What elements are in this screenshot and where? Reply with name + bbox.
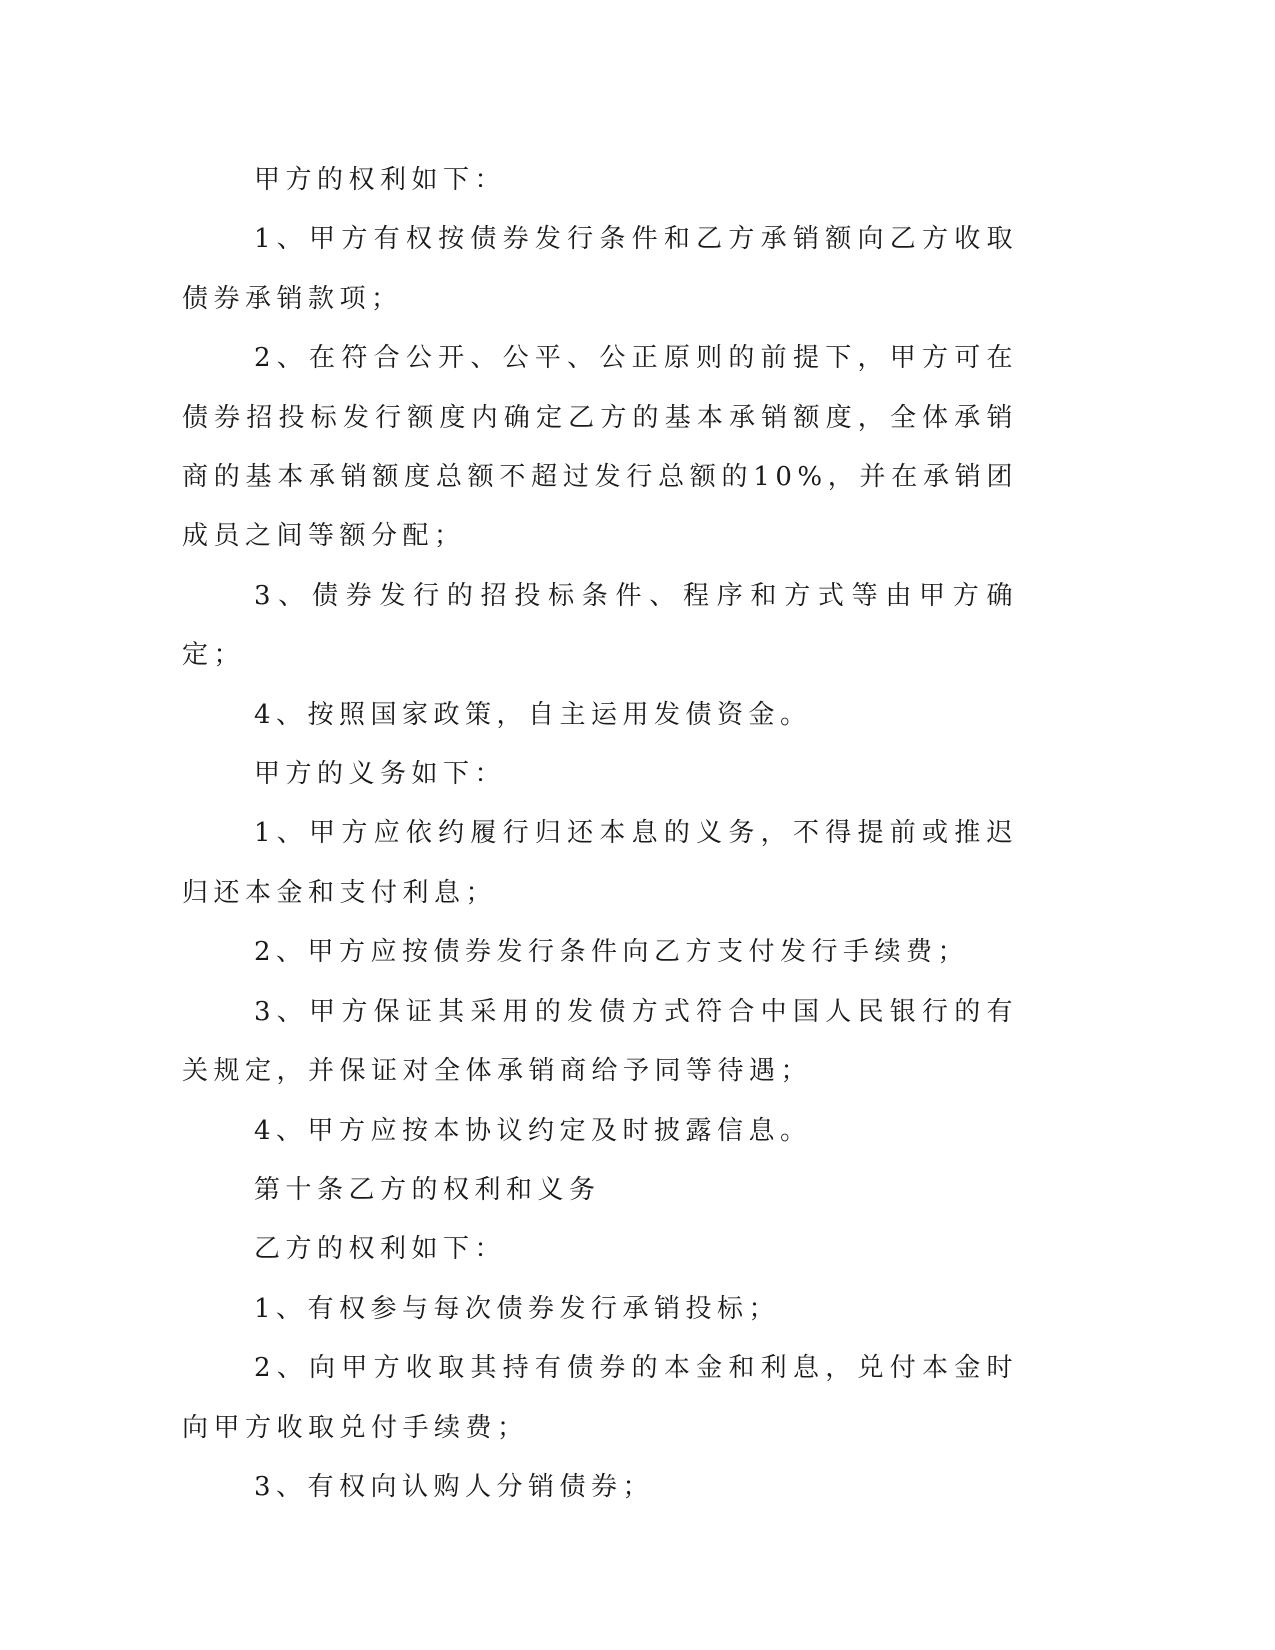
party-a-right-3: 3、债券发行的招投标条件、程序和方式等由甲方确定； xyxy=(182,580,1018,671)
party-a-obligation-1: 1、甲方应依约履行归还本息的义务，不得提前或推迟归还本金和支付利息； xyxy=(182,818,1018,908)
party-a-obligation-2: 2、甲方应按债券发行条件向乙方支付发行手续费； xyxy=(254,937,970,968)
heading-party-b-rights: 乙方的权利如下： xyxy=(254,1234,507,1265)
article-10-title: 第十条乙方的权利和义务 xyxy=(254,1174,601,1205)
heading-party-a-obligations: 甲方的义务如下： xyxy=(254,759,507,790)
party-a-right-4: 4、按照国家政策，自主运用发债资金。 xyxy=(254,699,812,730)
party-b-right-2: 2、向甲方收取其持有债券的本金和利息，兑付本金时向甲方收取兑付手续费； xyxy=(182,1353,1018,1443)
heading-party-a-rights: 甲方的权利如下： xyxy=(254,165,507,195)
party-a-right-1: 1、甲方有权按债券发行条件和乙方承销额向乙方收取债券承销款项； xyxy=(182,224,1018,314)
party-b-right-1: 1、有权参与每次债券发行承销投标； xyxy=(254,1293,781,1324)
party-a-right-2: 2、在符合公开、公平、公正原则的前提下，甲方可在债券招投标发行额度内确定乙方的基本承销额度，全体承销商的基本承销额度总额不超过发行总额的10%，并在承销团成员之间等额分配； xyxy=(182,343,1018,552)
party-a-obligation-3: 3、甲方保证其采用的发债方式符合中国人民银行的有关规定，并保证对全体承销商给予同等待遇； xyxy=(182,996,1018,1087)
party-a-obligation-4: 4、甲方应按本协议约定及时披露信息。 xyxy=(254,1115,812,1146)
party-b-right-3: 3、有权向认购人分销债券； xyxy=(254,1471,655,1502)
document-page xyxy=(182,151,1018,1517)
